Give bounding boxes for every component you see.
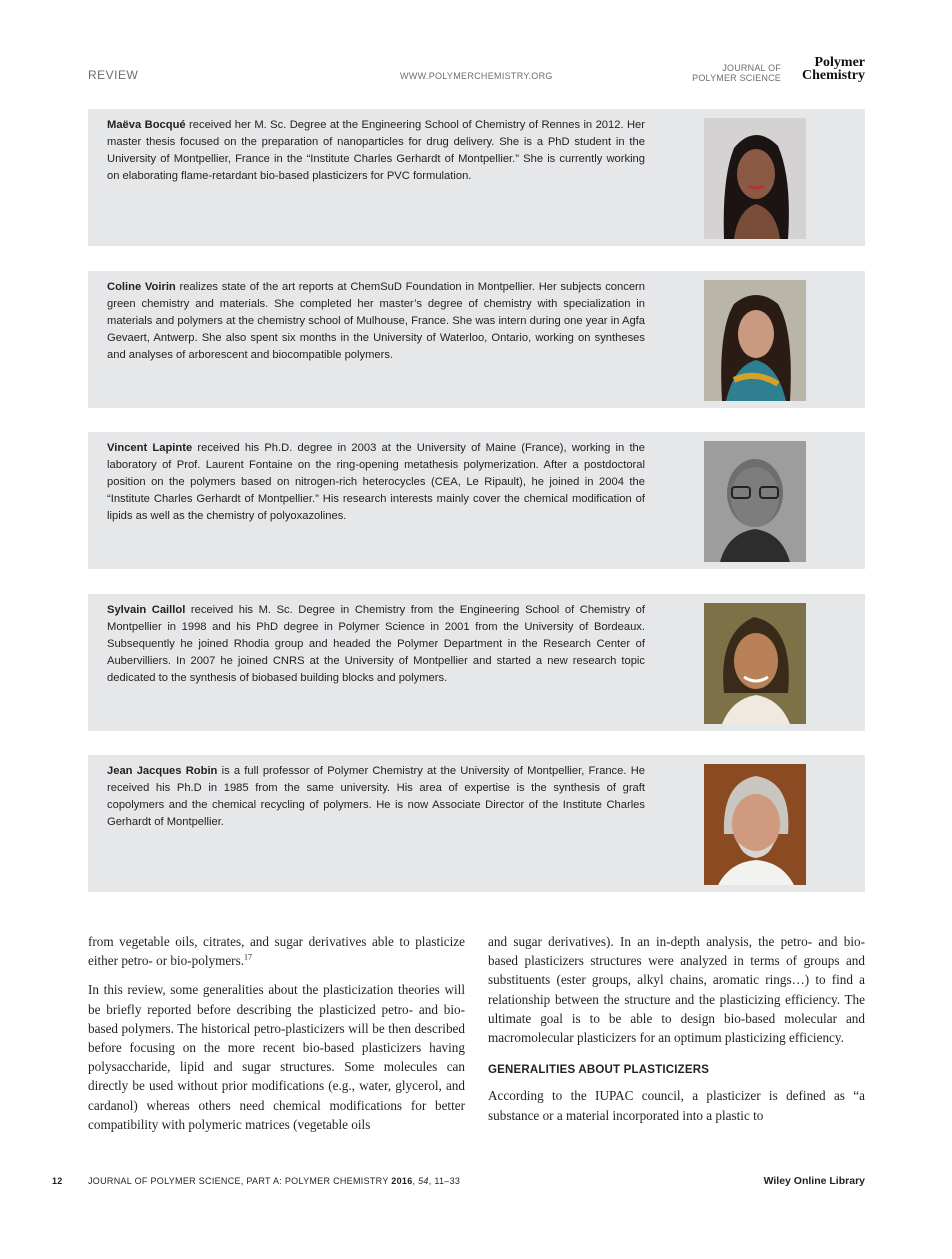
footer-journal: JOURNAL OF POLYMER SCIENCE, PART A: POLYMER CHEMISTRY [88,1176,389,1186]
running-header-section: REVIEW [88,68,139,82]
logo-line2: Chemistry [802,68,865,83]
wiley-online-library-label[interactable]: Wiley Online Library [763,1175,865,1187]
journal-url: WWW.POLYMERCHEMISTRY.ORG [400,71,553,81]
bio-author-name: Maëva Bocqué [107,119,186,131]
logo-line1: Polymer [814,55,865,70]
footer-volume: 54 [418,1176,429,1186]
bio-author-name: Coline Voirin [107,281,176,293]
author-photo [704,603,806,724]
body-right-column [488,932,865,1135]
section-heading: GENERALITIES ABOUT PLASTICIZERS [488,1064,710,1077]
footer-year: 2016 [391,1176,413,1186]
journal-name-line2: POLYMER SCIENCE [692,73,781,83]
footer-pages: 11–33 [434,1176,461,1186]
body-paragraph: In this review, some generalities about the plasticization theories will be briefly reported before describing the plasticized petro- and bio-based polymers. The historical petro-plasticizers will be then described before focusing on the more recent bio-based plasticizers having polysaccharide, lipid and sugar structures. Some molecules can directly be used without prior modifications (e.g., water, glycerol, and cardanol) whereas others need chemical modifications for better compatibility with polymeric matrices (vegetable oils [88,982,465,1132]
bio-author-name: Sylvain Caillol [107,604,186,616]
bio-author-name: Vincent Lapinte [107,442,193,454]
polymer-chemistry-logo [789,56,865,82]
author-bio-caillol [88,594,865,731]
bio-text [107,440,645,525]
footer-citation: JOURNAL OF POLYMER SCIENCE, PART A: POLYMER CHEMISTRY 2016, 54, 11–33 [88,1176,461,1186]
author-photo [704,118,806,239]
bio-text [107,763,645,831]
bio-description: realizes state of the art reports at ChemSuD Foundation in Montpellier. Her subjects concern green chemistry and materials. She completed her master’s degree of chemistry with specialization in materials and polymers at the chemistry school of Mulhouse, France. She was intern during one year in Agfa Gevaert, Antwerp. She also spent six months in the University of Waterloo, Ontario, working on syntheses and analyses of arborescent and biocompatible polymers. [107,281,645,361]
bio-description: received his Ph.D. degree in 2003 at the University of Maine (France), working in the laboratory of Prof. Laurent Fontaine on the ring-opening metathesis polymerization. After a postdoctoral position on the polymers based on nitrogen-rich heterocycles (CEA, Le Ripault), he joined in 2004 the “Institute Charles Gerhardt of Montpellier.” His research interests mainly cover the chemical modification of lipids as well as the chemistry of polyoxazolines. [107,442,646,522]
body-paragraph [88,932,465,970]
body-paragraph: and sugar derivatives). In an in-depth analysis, the petro- and bio-based plasticizers structures were analyzed in terms of groups and substituents (ester groups, alkyl chains, aromatic rings…) to find a relationship between the structure and the plasticizing efficiency. The ultimate goal is to be able to design bio-based molecular and macromolecular plasticizers for an optimum plasticizing efficiency. [488,934,865,1046]
body-paragraph: According to the IUPAC council, a plasticizer is defined as “a substance or a material incorporated into a plastic to [488,1088,865,1123]
author-photo [704,764,806,885]
author-bio-voirin [88,271,865,408]
bio-description: received her M. Sc. Degree at the Engineering School of Chemistry of Rennes in 2012. Her master thesis focused on the preparation of nanoparticles for drug delivery. She is a PhD student in the University of Montpellier, France in the “Institute Charles Gerhardt of Montpellier.” She is currently working on elaborating flame-retardant bio-based plasticizers for PVC formulation. [107,119,645,182]
journal-name-line1: JOURNAL OF [722,63,781,73]
page-number: 12 [52,1176,63,1186]
bio-text [107,117,645,185]
paragraph-text: from vegetable oils, citrates, and sugar derivatives able to plasticize either petro- or bio-polymers. [88,934,465,969]
bio-text [107,602,645,687]
bio-author-name: Jean Jacques Robin [107,765,218,777]
author-bio-bocque [88,109,865,246]
author-bio-robin [88,755,865,892]
author-photo [704,441,806,562]
bio-description: received his M. Sc. Degree in Chemistry from the Engineering School of Chemistry of Montpellier in 1998 and his PhD degree in Polymer Science in 2001 from the University of Bordeaux. Subsequently he joined Rhodia group and headed the Polymer Department in the Research Center of Aubervilliers. In 2007 he joined CNRS at the University of Montpellier and started a new research topic dedicated to the synthesis of biobased building blocks and polymers. [107,604,645,684]
author-photo [704,280,806,401]
bio-text [107,279,645,364]
author-bio-lapinte [88,432,865,569]
bio-description: is a full professor of Polymer Chemistry at the University of Montpellier, France. He received his Ph.D in 1985 from the same university. His area of expertise is the synthesis of graft copolymers and the chemical recycling of polymers. He is now Associate Director of the Institute Charles Gerhardt of Montpellier. [107,765,645,828]
reference-marker[interactable]: 17 [244,952,253,962]
body-left-column [88,932,465,1144]
journal-name [692,63,781,83]
